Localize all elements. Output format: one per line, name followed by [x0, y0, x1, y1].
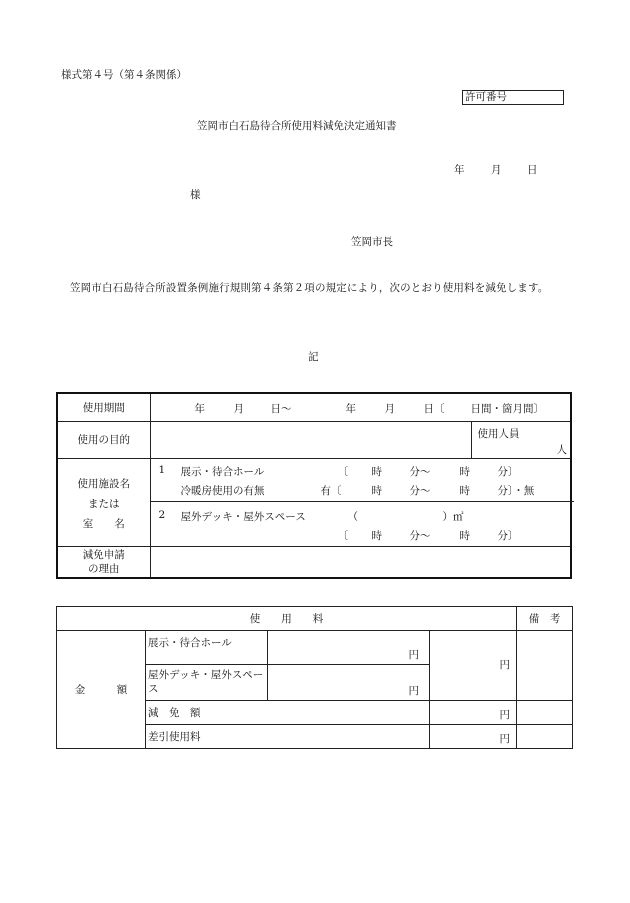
purpose-label: 使用の目的: [57, 421, 150, 458]
body-text: 笠岡市白石島待合所設置条例施行規則第４条第２項の規定により，次のとおり使用料を減免します。: [70, 282, 549, 294]
date-month: 月: [491, 164, 502, 176]
item2-number: 2: [158, 508, 166, 521]
item2-area-close: ）㎡: [442, 510, 464, 523]
period-start-month: 月: [233, 403, 244, 415]
period-end-year: 年: [345, 403, 356, 415]
form-number: 様式第４号（第４条関係）: [61, 69, 187, 81]
attendance-cell[interactable]: [471, 421, 575, 458]
document-title: 笠岡市白石島待合所使用料減免決定通知書: [197, 120, 397, 132]
item1-ac-hour2: 時: [459, 484, 470, 497]
item1-ac-label: 冷暖房使用の有無: [180, 484, 265, 497]
fee-item1-unit: 円: [408, 649, 419, 661]
item2-time-hour1: 時: [371, 529, 382, 542]
item2-area-open: （: [347, 510, 358, 523]
period-label: 使用期間: [57, 393, 150, 421]
item2-time-open: 〔: [337, 529, 348, 542]
period-end-day: 日〔: [423, 403, 445, 415]
issuer: 笠岡市長: [351, 236, 393, 248]
item1-time-hour2: 時: [459, 465, 470, 478]
facility-divider: [150, 501, 574, 502]
fee-table: [56, 606, 573, 749]
fee-remarks-3[interactable]: [517, 725, 573, 749]
date-day: 日: [527, 164, 538, 176]
fee-remarks-2[interactable]: [517, 701, 573, 725]
item2-time-hour2: 時: [459, 529, 470, 542]
remarks-header: 備 考: [517, 607, 573, 631]
facility-label: 使用施設名 または 室 名: [57, 458, 150, 546]
period-start-day: 日～: [270, 403, 292, 415]
period-duration: 日間・箇月間〕: [470, 403, 544, 415]
period-end-month: 月: [384, 403, 395, 415]
item1-number: 1: [158, 463, 166, 476]
reduction-unit: 円: [499, 709, 510, 721]
fee-item2-amount[interactable]: [268, 665, 430, 701]
net-fee-amount[interactable]: [430, 725, 517, 749]
usage-table: [56, 392, 572, 579]
amount-label: 金 額: [57, 631, 146, 749]
fee-item2-unit: 円: [408, 685, 419, 697]
net-fee-label: 差引使用料: [146, 725, 430, 749]
reduction-label: 減 免 額: [146, 701, 430, 725]
reduction-amount[interactable]: [430, 701, 517, 725]
period-field[interactable]: [150, 393, 571, 421]
item1-ac-min1: 分～: [409, 484, 431, 497]
item1-time-open: 〔: [337, 465, 348, 478]
fee-item1-amount[interactable]: [268, 631, 430, 665]
item1-ac-yes[interactable]: 有〔: [320, 484, 342, 497]
facility-field: [150, 458, 571, 546]
fee-item2-name: 屋外デッキ・屋外スペース: [146, 665, 268, 701]
reason-label: 減免申請 の理由: [57, 546, 150, 578]
permit-number-box[interactable]: 許可番号: [462, 90, 564, 105]
date-year: 年: [454, 164, 465, 176]
fee-header: 使 用 料: [57, 607, 517, 631]
item1-ac-hour1: 時: [371, 484, 382, 497]
period-start-year: 年: [194, 403, 205, 415]
fee-subtotal-unit: 円: [499, 659, 510, 671]
fee-item1-name: 展示・待合ホール: [146, 631, 268, 665]
item2-time-min2: 分〕: [497, 529, 519, 542]
item1-time-min2: 分〕: [497, 465, 519, 478]
item2-name[interactable]: 屋外デッキ・屋外スペース: [180, 510, 306, 523]
item2-time-min1: 分～: [409, 529, 431, 542]
fee-remarks-1[interactable]: [517, 631, 573, 701]
purpose-field[interactable]: [150, 421, 571, 458]
reason-field[interactable]: [150, 546, 571, 578]
addressee-suffix: 様: [190, 189, 201, 201]
ki-heading: 記: [308, 351, 319, 363]
item1-ac-no[interactable]: 分〕・無: [497, 484, 535, 497]
net-fee-unit: 円: [499, 733, 510, 745]
item1-name[interactable]: 展示・待合ホール: [180, 465, 265, 478]
attendance-unit: 人: [556, 443, 567, 456]
item1-time-min1: 分～: [409, 465, 431, 478]
item1-time-hour1: 時: [371, 465, 382, 478]
fee-subtotal[interactable]: [430, 631, 517, 701]
attendance-label: 使用人員: [477, 427, 520, 440]
